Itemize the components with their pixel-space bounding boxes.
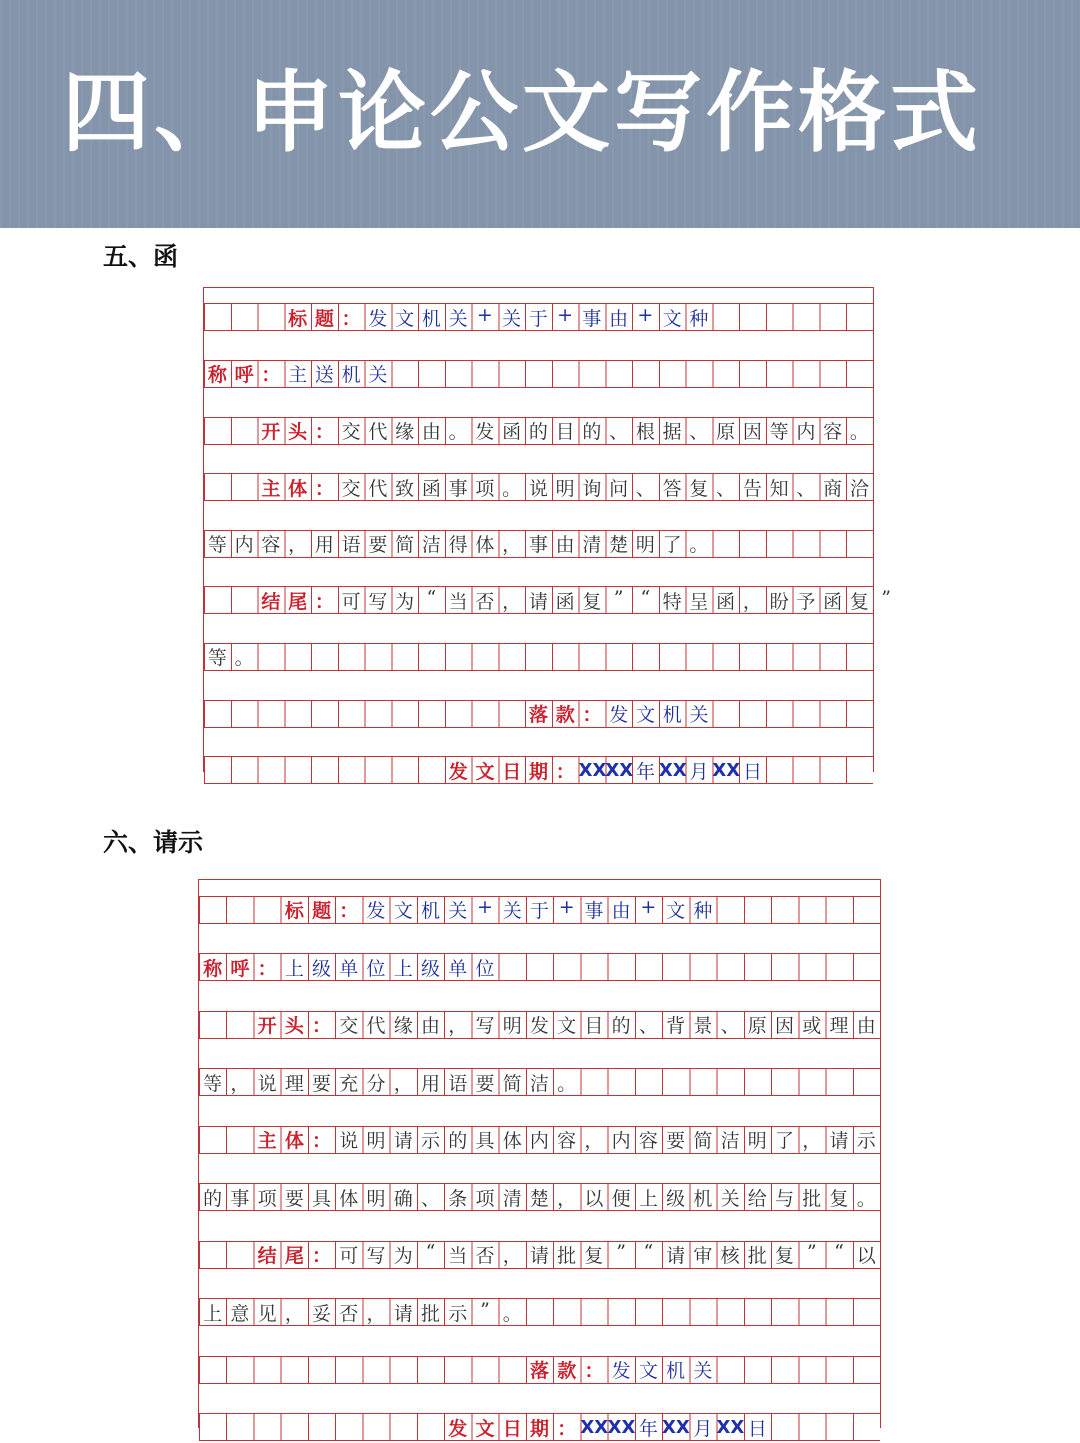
- grid-row-text: [199, 1242, 880, 1268]
- grid-row-text: [204, 531, 712, 557]
- field-content: 等 。: [207, 647, 254, 670]
- field-content: XX: [716, 1416, 745, 1438]
- field-content: XX: [607, 1416, 636, 1438]
- field-label: 落 款 ：: [529, 1360, 604, 1383]
- field-label: 称 呼 ：: [203, 957, 277, 980]
- field-content: 可 写 为 “ 当 否 ， 请 批 复 ” “ 请 审 核 批 复 ” “ 以: [339, 1241, 876, 1268]
- field-content: XX: [712, 759, 741, 781]
- field-content: 可 写 为 “ 当 否 ， 请 函 复 ” “ 特 呈 函 ， 盼 予 函 复 ”: [341, 586, 891, 613]
- grid-row: [199, 1298, 880, 1326]
- grid-row: [199, 953, 880, 981]
- field-label: 结 尾 ：: [257, 1245, 332, 1268]
- field-content: 主 送 机 关: [288, 364, 388, 387]
- field-label: 落 款 ：: [528, 704, 602, 726]
- field-label: 主 体 ：: [257, 1130, 332, 1153]
- grid-row: [199, 1068, 880, 1096]
- grid-row: [204, 530, 873, 558]
- field-label: 开 头 ：: [257, 1015, 332, 1038]
- field-label: 标 题 ：: [288, 307, 361, 330]
- section-heading-han: 五、函: [103, 242, 179, 271]
- field-content: 交 代 缘 由 。 发 函 的 目 的 、 根 据 、 原 因 等 内 容 。: [341, 421, 869, 443]
- field-content: 上 级 单 位 上 级 单 位: [284, 957, 495, 980]
- grid-row: [204, 586, 891, 614]
- writing-grid-qingshi: [198, 879, 881, 1440]
- field-content: 月: [689, 760, 709, 783]
- grid-row: [199, 1126, 880, 1154]
- grid-row-text: [204, 587, 900, 613]
- grid-row-text: [204, 418, 873, 444]
- field-content: 等 内 容 ， 用 语 要 简 洁 得 体 ， 事 由 清 楚 明 了 。: [207, 534, 709, 557]
- field-content: 交 代 缘 由 ， 写 明 发 文 目 的 、 背 景 、 原 因 或 理 由: [339, 1015, 876, 1038]
- field-content: 年: [635, 760, 655, 783]
- field-content: XX: [605, 759, 634, 781]
- field-content: 发 文 机 关: [611, 1360, 713, 1383]
- grid-row: [199, 1241, 880, 1269]
- grid-row-text: [204, 701, 712, 727]
- title-banner: [0, 0, 1080, 228]
- grid-row: [204, 643, 873, 671]
- field-content: 日: [742, 760, 762, 783]
- field-content: 月: [693, 1417, 713, 1440]
- field-label: 结 尾 ：: [261, 590, 334, 613]
- grid-row-text: [204, 474, 873, 500]
- grid-row: [199, 1413, 880, 1441]
- grid-row: [204, 700, 873, 728]
- field-label: 标 题 ：: [284, 900, 359, 923]
- field-content: XX: [662, 1416, 690, 1438]
- grid-row-text: [199, 897, 716, 923]
- grid-row: [199, 896, 880, 924]
- field-content: XX: [578, 759, 607, 781]
- field-content: 发 文 机 关 + 关 于 + 事 由 + 文 种: [366, 896, 713, 923]
- field-label: 开 头 ：: [261, 421, 334, 443]
- page-title: 四、申论公文写作格式: [62, 61, 983, 164]
- field-label: 发 文 日 期 ：: [448, 760, 575, 783]
- grid-row: [199, 1011, 880, 1039]
- grid-row-text: [199, 1012, 880, 1038]
- field-content: XX: [658, 759, 687, 781]
- grid-row-text: [199, 1069, 580, 1095]
- grid-row: [204, 303, 873, 331]
- field-label: 主 体 ：: [261, 477, 334, 500]
- grid-row: [204, 756, 873, 784]
- grid-row: [204, 473, 873, 501]
- grid-row: [199, 1356, 880, 1384]
- grid-row-text: [199, 1414, 771, 1440]
- field-content: 发 文 机 关 + 关 于 + 事 由 + 文 种: [368, 303, 709, 330]
- field-content: 年: [638, 1417, 658, 1440]
- field-content: 说 明 请 示 的 具 体 内 容 ， 内 容 要 简 洁 明 了 ， 请 示: [339, 1130, 876, 1153]
- field-content: 发 文 机 关: [609, 704, 709, 726]
- field-content: XX: [580, 1416, 609, 1438]
- grid-row-text: [204, 757, 766, 783]
- field-label: 发 文 日 期 ：: [448, 1417, 577, 1440]
- field-label: 称 呼 ：: [207, 364, 281, 387]
- field-content: 交 代 致 函 事 项 。 说 明 询 问 、 答 复 、 告 知 、 商 洽: [341, 477, 869, 500]
- grid-row-text: [199, 1299, 526, 1325]
- grid-row-text: [204, 304, 712, 330]
- grid-row-text: [199, 1184, 880, 1210]
- grid-row-text: [199, 1127, 880, 1153]
- grid-row: [204, 417, 873, 445]
- grid-row-text: [204, 361, 391, 387]
- grid-row-text: [199, 954, 499, 980]
- field-content: 日: [747, 1417, 767, 1440]
- field-content: 等 ， 说 理 要 充 分 ， 用 语 要 简 洁 。: [203, 1072, 577, 1095]
- field-content: 的 事 项 要 具 体 明 确 、 条 项 清 楚 ， 以 便 上 级 机 关 给 与 批 复 。: [203, 1187, 876, 1210]
- section-heading-qingshi: 六、请示: [103, 828, 204, 857]
- grid-row-text: [204, 644, 258, 670]
- field-content: 上 意 见 ， 妥 否 ， 请 批 示 ” 。: [203, 1298, 522, 1325]
- grid-row: [199, 1183, 880, 1211]
- grid-row-text: [199, 1357, 717, 1383]
- writing-grid-han: [203, 287, 891, 783]
- grid-row: [204, 360, 873, 388]
